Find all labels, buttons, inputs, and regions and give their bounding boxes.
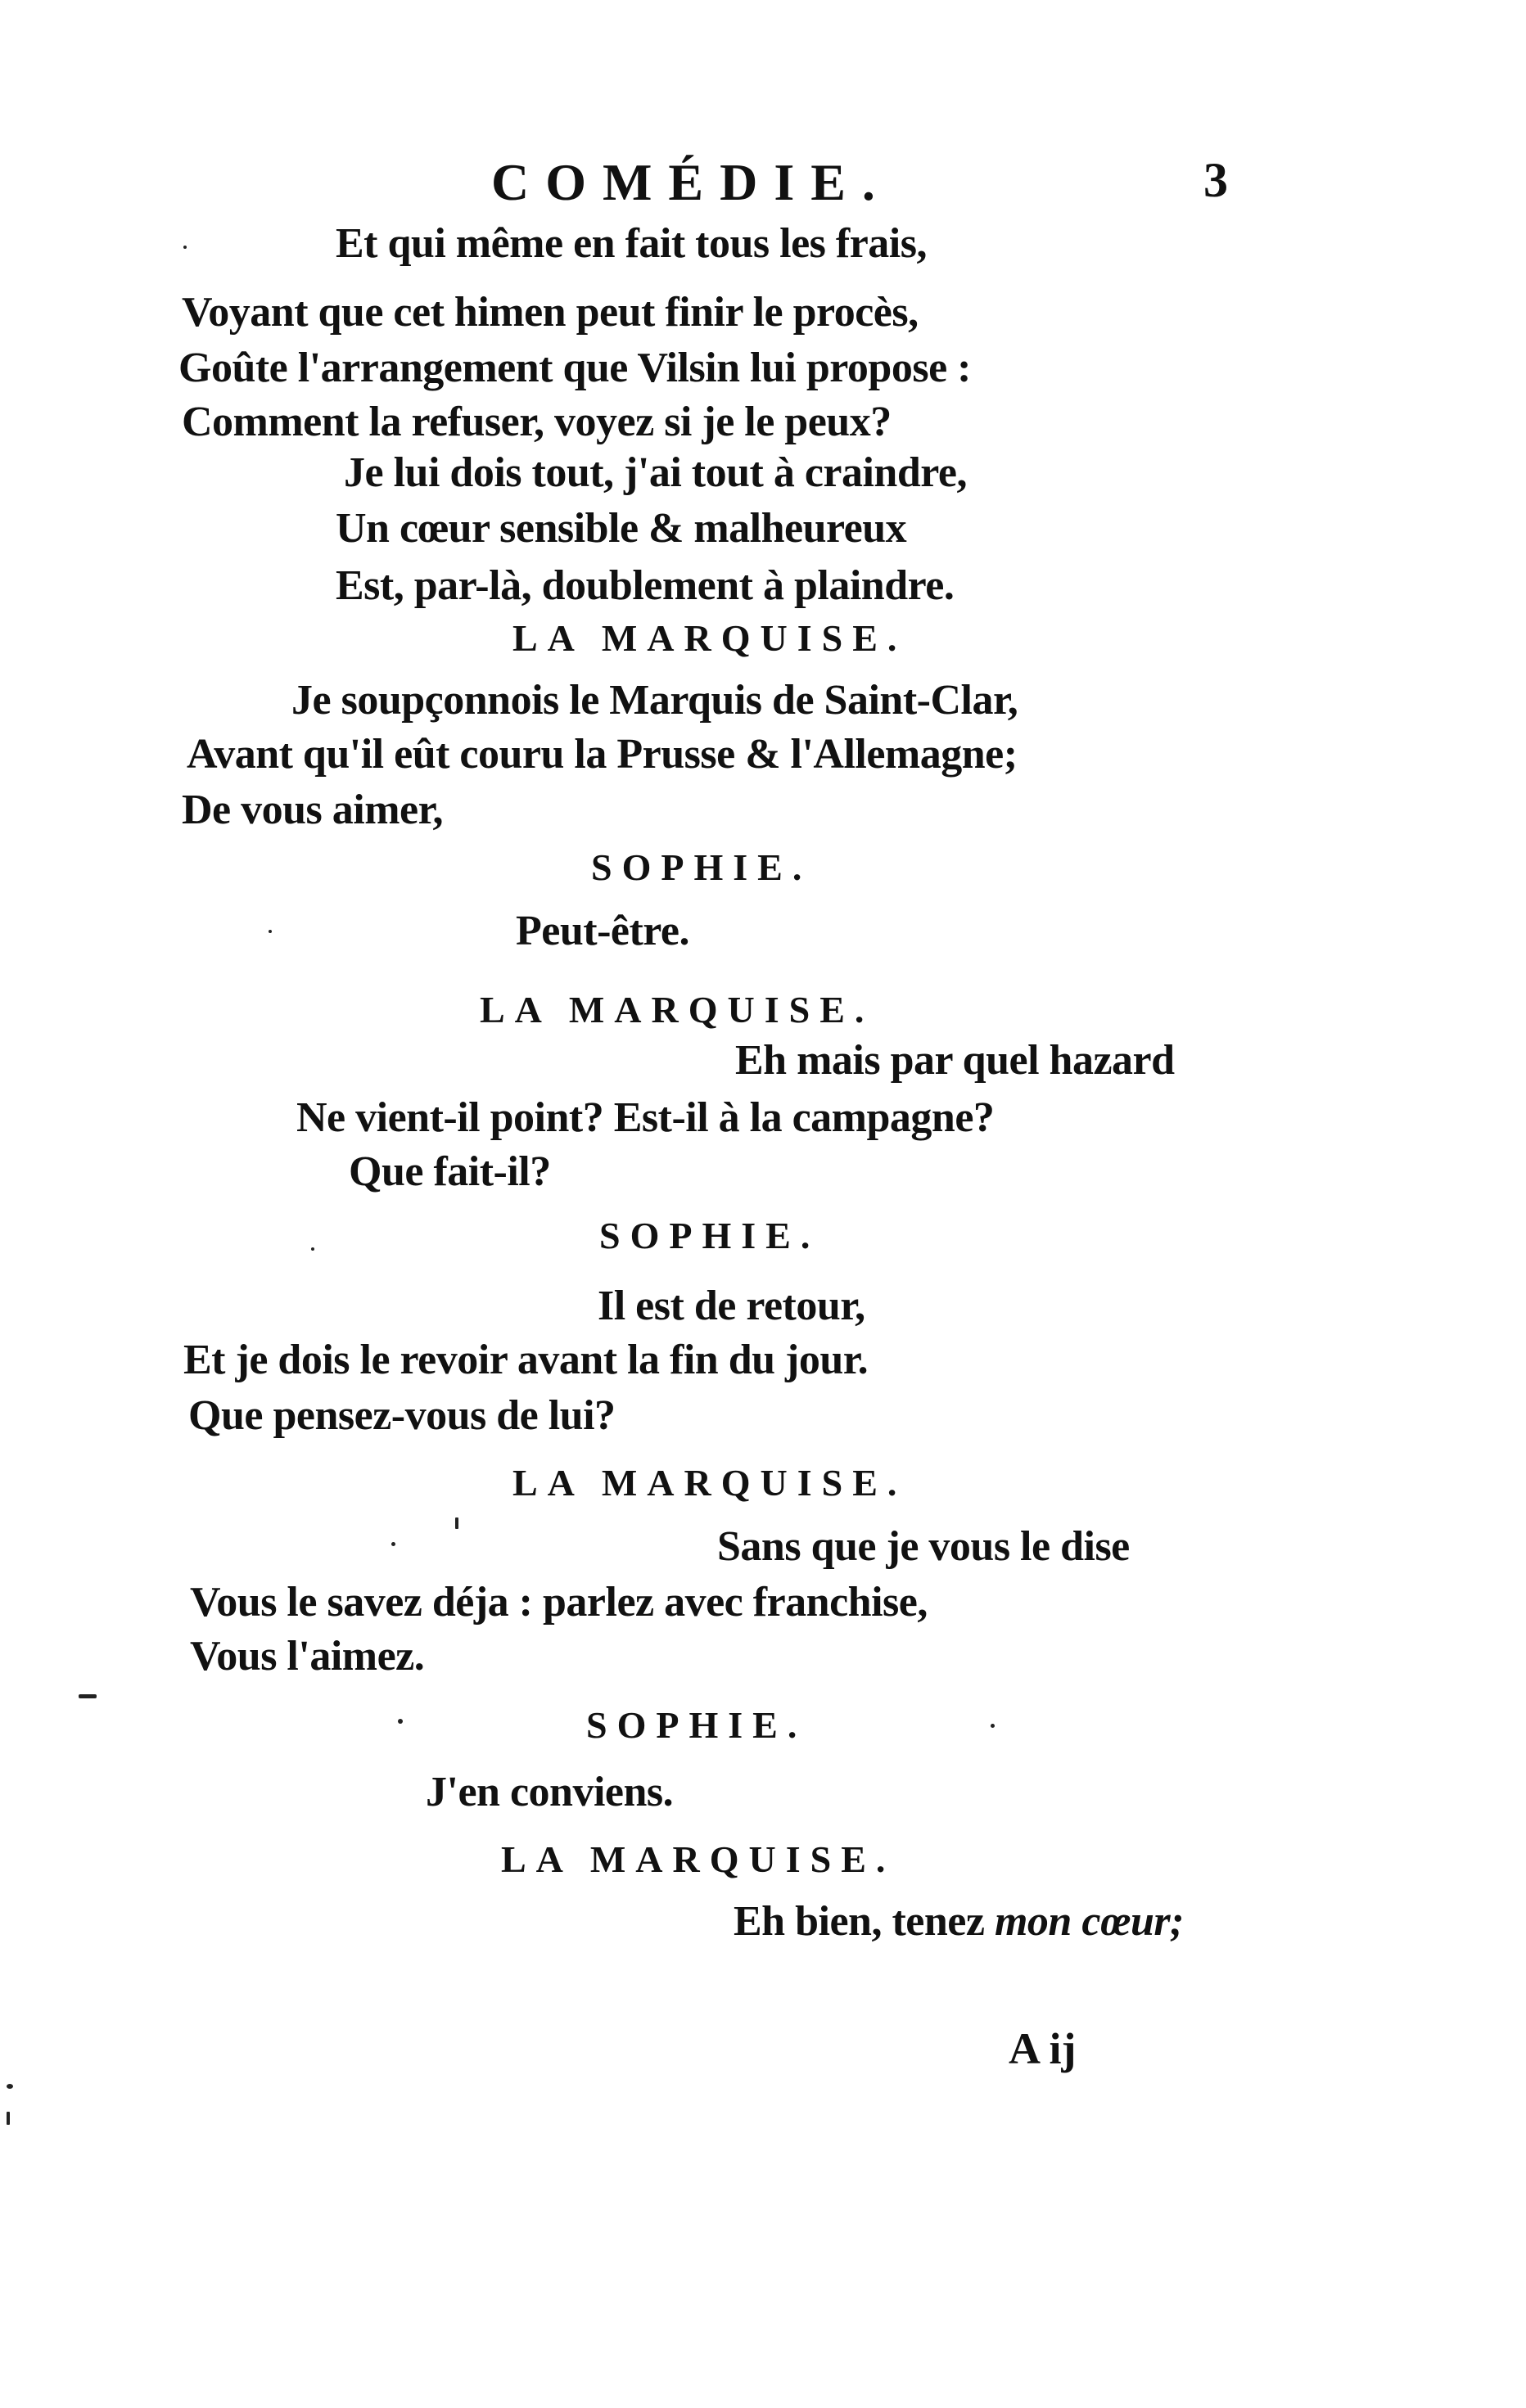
verse-line: Ne vient-il point? Est-il à la campagne?	[296, 1094, 995, 1141]
verse-line: Eh mais par quel hazard	[735, 1037, 1175, 1084]
verse-line: Sans que je vous le dise	[717, 1523, 1130, 1570]
ink-speck	[311, 1247, 314, 1251]
verse-line: Goûte l'arrangement que Vilsin lui propose :	[178, 345, 971, 391]
verse-line: Un cœur sensible & malheureux	[336, 505, 907, 552]
verse-text: Eh bien, tenez	[734, 1898, 995, 1945]
ink-speck	[7, 2084, 13, 2089]
speaker-name: LA MARQUISE.	[480, 989, 874, 1030]
verse-line: Vous l'aimez.	[190, 1633, 425, 1680]
verse-line	[734, 1897, 1184, 1946]
verse-line: De vous aimer,	[182, 787, 443, 833]
verse-line: J'en conviens.	[426, 1769, 674, 1815]
running-title: COMÉDIE.	[491, 153, 892, 211]
verse-line: Comment la refuser, voyez si je le peux?	[182, 399, 892, 445]
verse-line: Il est de retour,	[598, 1283, 865, 1329]
verse-line: Peut-être.	[516, 908, 690, 954]
ink-speck	[79, 1694, 97, 1698]
speaker-name: LA MARQUISE.	[512, 1462, 907, 1504]
verse-line: Et je dois le revoir avant la fin du jour.	[183, 1337, 869, 1383]
ink-speck	[7, 2112, 10, 2125]
verse-line: Et qui même en fait tous les frais,	[336, 220, 927, 267]
verse-line: Je soupçonnois le Marquis de Saint-Clar,	[291, 677, 1018, 724]
speaker-name: SOPHIE.	[586, 1704, 807, 1746]
verse-line: Avant qu'il eût couru la Prusse & l'Allemagne;	[187, 731, 1018, 778]
speaker-name: SOPHIE.	[599, 1215, 820, 1256]
verse-line: Vous le savez déja : parlez avec franchise,	[190, 1579, 928, 1626]
signature-mark: A ij	[1009, 2024, 1077, 2073]
page-number: 3	[1203, 153, 1228, 207]
speaker-name: LA MARQUISE.	[512, 617, 907, 659]
verse-line: Que pensez-vous de lui?	[188, 1392, 616, 1439]
verse-line: Que fait-il?	[349, 1148, 551, 1195]
ink-speck	[391, 1542, 395, 1546]
speaker-name: SOPHIE.	[591, 846, 812, 888]
verse-text-italic: mon cœur;	[994, 1898, 1184, 1945]
verse-line: Voyant que cet himen peut finir le procès,	[182, 289, 919, 336]
ink-speck	[455, 1517, 458, 1529]
verse-line: Je lui dois tout, j'ai tout à craindre,	[344, 449, 967, 496]
ink-speck	[269, 930, 272, 933]
ink-speck	[991, 1724, 995, 1728]
ink-speck	[183, 246, 187, 249]
ink-speck	[398, 1719, 403, 1724]
verse-line: Est, par-là, doublement à plaindre.	[336, 562, 955, 609]
speaker-name: LA MARQUISE.	[501, 1838, 896, 1880]
